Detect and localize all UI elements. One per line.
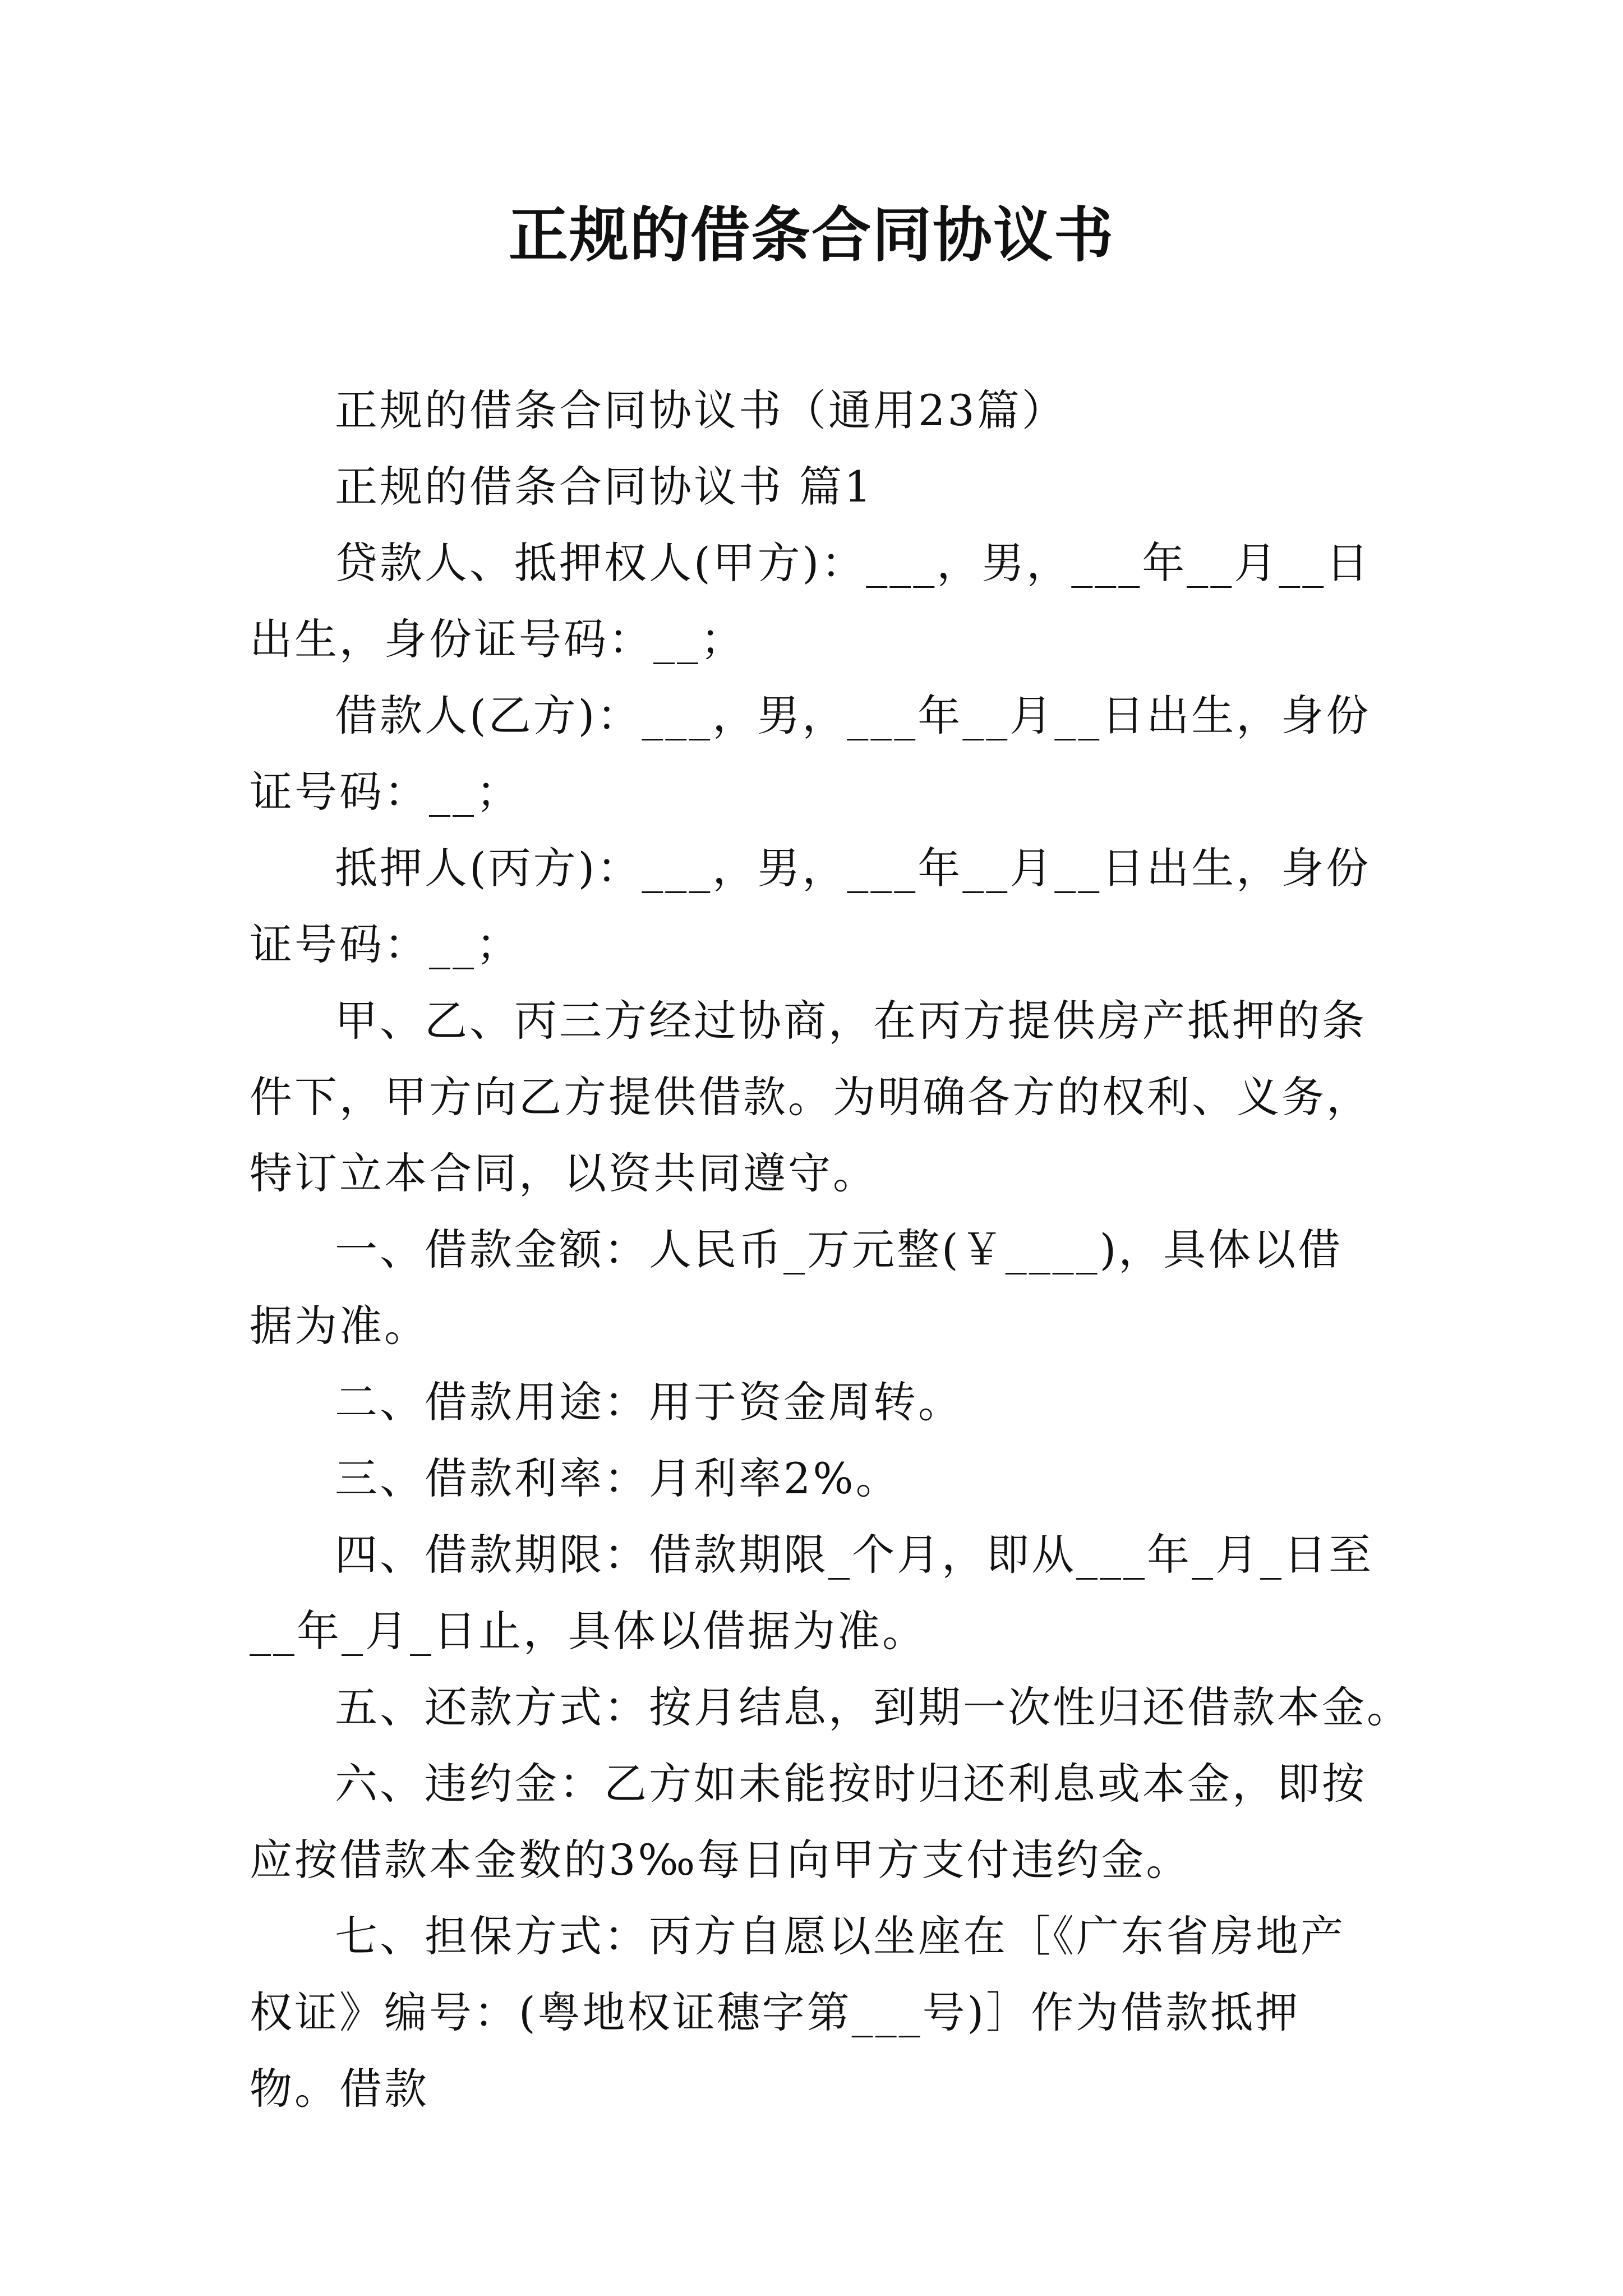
clause-loan-term: 四、借款期限：借款期限_个月，即从___年_月_日至__年_月_日止，具体以借据为准。 bbox=[250, 1530, 1373, 1656]
document-body bbox=[250, 372, 1412, 2127]
clause-loan-purpose: 二、借款用途：用于资金周转。 bbox=[335, 1377, 963, 1427]
clause-penalty: 六、违约金：乙方如未能按时归还利息或本金，即按应按借款本金数的3‰每日向甲方支付违约金。 bbox=[250, 1759, 1367, 1885]
document-title: 正规的借条合同协议书 bbox=[509, 201, 1114, 270]
subtitle-paragraph: 正规的借条合同协议书（通用23篇） bbox=[335, 385, 1067, 435]
party-c-paragraph: 抵押人(丙方)：___，男，___年__月__日出生，身份证号码：__； bbox=[250, 843, 1371, 969]
section-heading: 正规的借条合同协议书 篇1 bbox=[335, 462, 874, 512]
clause-interest-rate: 三、借款利率：月利率2%。 bbox=[335, 1453, 901, 1503]
clause-loan-amount: 一、借款金额：人民币_万元整(￥____)，具体以借据为准。 bbox=[250, 1225, 1343, 1351]
preamble-paragraph: 甲、乙、丙三方经过协商，在丙方提供房产抵押的条件下，甲方向乙方提供借款。为明确各方的权利、义务，特订立本合同，以资共同遵守。 bbox=[250, 996, 1371, 1198]
party-a-paragraph: 贷款人、抵押权人(甲方)：___，男，___年__月__日出生，身份证号码：__； bbox=[250, 538, 1371, 664]
clause-guarantee: 七、担保方式：丙方自愿以坐座在［《广东省房地产权证》编号：(粤地权证穗字第___号)］作为借款抵押物。借款 bbox=[250, 1911, 1345, 2114]
clause-repayment: 五、还款方式：按月结息，到期一次性归还借款本金。 bbox=[335, 1682, 1412, 1732]
party-b-paragraph: 借款人(乙方)：___，男，___年__月__日出生，身份证号码：__； bbox=[250, 691, 1371, 817]
